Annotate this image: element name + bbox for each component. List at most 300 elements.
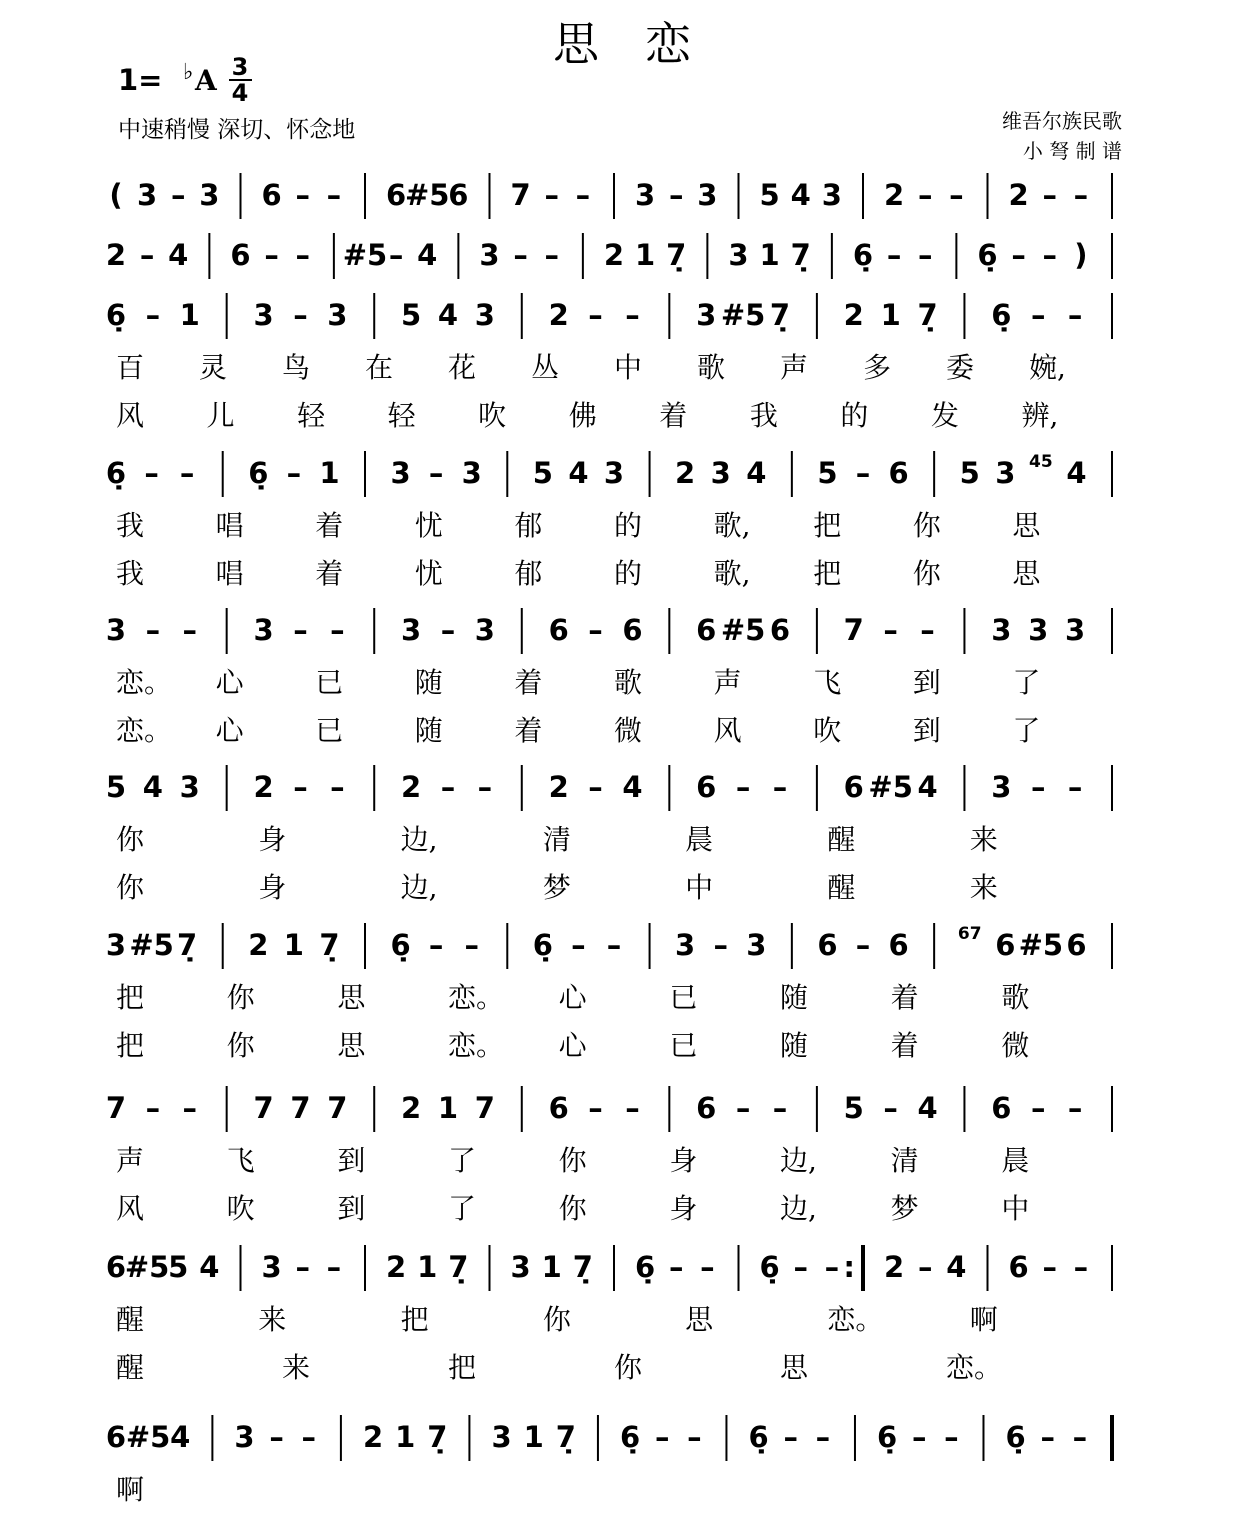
note: ( [109,178,123,212]
lyric-word: 清 [890,1144,919,1177]
note: – [286,456,302,490]
note: 3 [675,928,696,962]
note: 2 [884,178,905,212]
note: 2 [253,770,274,804]
lyric-word: 思 [685,1303,714,1336]
note: 4 [917,770,938,804]
note: – [293,770,308,804]
lyric-word: 声 [713,666,742,699]
note: – [139,238,155,272]
lyric-word: 随 [414,666,443,699]
note: 6̣ [105,298,127,332]
note: 6̣ [532,928,553,962]
note: #5 [868,770,913,804]
song-title: 思 恋 [553,17,691,71]
lyric-word: 花 [448,351,477,384]
note: 3 [137,178,158,212]
lyric-word: 我 [116,509,145,542]
lyric-word: 歌 [614,666,643,699]
lyric-word: 随 [414,714,443,747]
note: 3 [474,613,495,647]
note: 7̣ [769,298,791,332]
note: 6 [1066,928,1087,962]
credit-origin: 维吾尔族民歌 [1002,109,1122,133]
lyric-word: 身 [669,1144,698,1177]
note: – [918,238,933,272]
note: 6 [1008,1250,1029,1284]
lyric-word: 郁 [514,509,543,542]
note: – [735,1091,751,1125]
note: – [669,1250,684,1284]
note: – [145,298,161,332]
note: – [571,928,586,962]
note: 3 [474,298,495,332]
note: 6̣ [748,1420,769,1454]
system-9 [106,1245,1112,1384]
lyric-word: 着 [514,666,543,699]
note: – [330,770,345,804]
lyric-word: 到 [337,1192,366,1225]
lyric-word: 恋。 [448,1029,505,1062]
lyric-word: 着 [890,981,919,1014]
lyric-word: 忧 [414,557,443,590]
lyric-word: 身 [258,823,287,856]
lyric-word: 的 [614,509,643,542]
note: – [735,770,751,804]
lyric-word: 风 [713,714,742,747]
note: 5 [959,456,980,490]
note: 2 [1008,178,1029,212]
note: #5 [125,1420,171,1454]
lyric-word: 把 [448,1351,477,1384]
note: 3 [635,178,656,212]
lyric-word: 歌 [1001,981,1030,1014]
note: 6 [622,613,643,647]
note: – [669,178,684,212]
note: 6 [817,928,838,962]
note: 3 [991,770,1012,804]
note: 2 [401,770,422,804]
system-10 [106,1415,1112,1506]
lyric-word: 心 [558,1029,587,1062]
note: – [326,178,342,212]
note: 5 [105,770,127,804]
lyric-word: 思 [1012,509,1041,542]
note: 2 [362,1420,384,1454]
note: 3 [821,178,842,212]
lyric-word: 你 [116,823,145,856]
note: 2 [401,1091,422,1125]
flat-sign: ♭ [183,60,194,85]
lyric-word: 你 [226,1029,255,1062]
credit-arranger: 小 弩 制 谱 [1022,139,1122,163]
note: – [428,456,444,490]
note: 7̣ [448,1250,469,1284]
lyric-word: 多 [863,351,892,384]
note: 3 [696,298,717,332]
note: – [1040,1420,1055,1454]
repeat-sign: : [843,1250,855,1284]
note: 2 [675,456,696,490]
note: 4 [746,456,767,490]
note: 6 [261,178,282,212]
time-bottom: 4 [231,79,249,107]
system-1 [109,173,1112,219]
lyric-word: 心 [558,981,587,1014]
note: – [182,613,198,647]
note: – [687,1420,702,1454]
note: – [783,1420,798,1454]
note: 6 [843,770,864,804]
lyric-word: 着 [514,714,543,747]
note: 6 [888,928,909,962]
note: – [1042,1250,1057,1284]
lyric-word: 恋。 [448,981,505,1014]
note: 7̣ [666,238,687,272]
note: 3 [479,238,500,272]
note: 2 [603,238,625,272]
note: 1 [179,298,200,332]
note: – [1067,770,1083,804]
note: 4 [946,1250,967,1284]
note: 1 [319,456,340,490]
lyric-word: 飞 [226,1144,255,1177]
system-4 [106,451,1112,590]
note: 7̣ [790,238,811,272]
note: 4 [917,1091,938,1125]
note: 3 [995,456,1016,490]
lyric-word: 醒 [827,823,856,856]
note: – [911,1420,927,1454]
note: – [544,178,559,212]
note: 5 [759,178,780,212]
key-signature [118,53,252,107]
note: 3 [746,928,767,962]
note: 3 [603,456,625,490]
note: – [544,238,559,272]
lyric-word: 的 [614,557,643,590]
note: – [824,1250,840,1284]
lyric-word: 到 [912,714,941,747]
note: 4 [417,238,438,272]
note: – [713,928,728,962]
lyric-word: 唱 [215,509,244,542]
note: – [883,1091,898,1125]
note: – [182,1091,198,1125]
lyric-word: 的 [840,399,869,432]
note: 1 [283,928,304,962]
system-8 [106,1086,1112,1225]
note: 6̣ [991,298,1012,332]
note: 3 [390,456,411,490]
note: 3 [1028,613,1049,647]
lyric-word: 把 [116,981,145,1014]
lyric-word: 醒 [116,1351,145,1384]
lyric-word: 你 [614,1351,643,1384]
note: – [700,1250,715,1284]
system-2 [106,233,1112,279]
note: – [793,1250,808,1284]
lyric-word: 鸟 [282,351,311,384]
note: 6̣ [390,928,411,962]
lyric-word: 灵 [199,351,228,384]
lyric-word: 边, [400,871,438,904]
note: 6̣ [1005,1420,1026,1454]
note: 7 [290,1091,311,1125]
note: – [1011,238,1026,272]
lyric-word: 歌 [697,351,726,384]
note: – [293,298,308,332]
note: – [1042,178,1057,212]
lyric-word: 微 [1001,1029,1030,1062]
lyric-word: 我 [116,557,145,590]
note: 3 [991,613,1012,647]
note: 3 [179,770,200,804]
note: 6 [230,238,251,272]
note: 6 [105,1250,127,1284]
lyric-word: 佛 [568,399,597,432]
note: – [1067,1091,1083,1125]
note: 6̣ [877,1420,898,1454]
note: – [1042,238,1057,272]
note: 45 [1029,452,1053,472]
note: 1 [759,238,780,272]
note: #5 [720,298,766,332]
lyric-word: 恋。 [116,714,173,747]
lyric-word: 中 [1001,1192,1030,1225]
note: – [269,1420,284,1454]
lyric-word: 已 [669,1029,698,1062]
note: 3 [510,1250,531,1284]
note: – [606,928,622,962]
note: – [464,928,479,962]
note: – [179,456,195,490]
note: 7 [327,1091,348,1125]
lyric-word: 轻 [297,399,326,432]
lyric-word: 中 [614,351,643,384]
lyric-word: 梦 [542,871,571,904]
lyric-word: 边, [400,823,438,856]
system-3 [106,293,1112,432]
lyric-word: 来 [969,871,998,904]
note: – [1067,298,1083,332]
note: #5 [342,238,388,272]
note: – [920,613,935,647]
lyric-word: 到 [337,1144,366,1177]
note: 4 [1066,456,1087,490]
note: 1 [437,1091,459,1125]
lyric-word: 醒 [827,871,856,904]
note: – [918,1250,933,1284]
note: 6̣ [635,1250,656,1284]
note: 6 [448,178,469,212]
note: 5 [532,456,553,490]
lyric-word: 在 [365,351,394,384]
note: 6 [548,1091,569,1125]
lyric-word: 醒 [116,1303,145,1336]
lyric-word: 百 [116,351,145,384]
note: – [293,613,308,647]
note: 7 [474,1091,495,1125]
note: 4 [437,298,459,332]
note: – [145,613,161,647]
lyric-word: 已 [315,666,344,699]
lyric-word: 风 [116,1192,145,1225]
note: 3 [461,456,482,490]
note: 6̣ [105,456,127,490]
note: 3 [199,178,220,212]
note: 3 [1065,613,1086,647]
note: 6 [696,613,717,647]
lyric-word: 吹 [226,1192,255,1225]
note: – [588,298,603,332]
lyric-word: 着 [315,509,344,542]
note: – [1030,1091,1046,1125]
lyric-word: 晨 [685,823,714,856]
note: 6 [386,178,407,212]
note: 6 [105,1420,127,1454]
note: 3 [697,178,718,212]
note: 3 [105,613,127,647]
lyric-word: 来 [282,1351,311,1384]
lyric-word: 微 [614,714,643,747]
note: 7̣ [917,298,938,332]
lyric-word: 梦 [890,1192,919,1225]
lyric-word: 你 [226,981,255,1014]
lyric-word: 把 [400,1303,429,1336]
note: 6 [548,613,569,647]
lyric-word: 着 [659,399,688,432]
note: – [575,178,591,212]
note: 5 [843,1091,864,1125]
lyric-word: 飞 [813,666,842,699]
note: 5 [401,298,422,332]
note: 4 [199,1250,220,1284]
note: – [295,1250,310,1284]
note: 7̣ [427,1420,448,1454]
note: – [1030,770,1046,804]
note: – [944,1420,959,1454]
note: 6 [995,928,1016,962]
lyric-word: 发 [930,399,959,432]
note: 3 [261,1250,282,1284]
lyric-word: 随 [780,1029,809,1062]
lyric-word: 忧 [414,509,443,542]
system-6 [106,765,1112,904]
lyric-word: 你 [542,1303,571,1336]
note: 1 [880,298,901,332]
lyric-word: 心 [215,666,244,699]
note: 4 [568,456,589,490]
lyric-word: 中 [685,871,714,904]
note: 4 [622,770,643,804]
note: 6̣ [248,456,269,490]
lyric-word: 边, [780,1192,817,1225]
system-7 [106,923,1112,1062]
note: 1 [523,1420,544,1454]
note: – [330,613,345,647]
music-systems [106,173,1112,1506]
note: – [588,770,603,804]
note: 4 [168,238,189,272]
note: 1 [541,1250,562,1284]
note: 2 [248,928,269,962]
note: – [588,1091,603,1125]
note: – [772,770,788,804]
note: – [1072,1420,1088,1454]
note: #5 [1018,928,1064,962]
lyric-word: 着 [315,557,344,590]
lyric-word: 已 [669,981,698,1014]
lyric-word: 啊 [969,1303,998,1336]
time-top: 3 [231,53,249,81]
lyric-word: 清 [542,823,571,856]
lyric-word: 边, [780,1144,817,1177]
note: 67 [957,924,982,944]
lyric-word: 身 [669,1192,698,1225]
note: 6 [991,1091,1012,1125]
note: 6 [696,770,717,804]
lyric-word: 恋。 [116,666,173,699]
note: 2 [105,238,127,272]
note: – [883,613,898,647]
note: – [326,1250,342,1284]
note: – [301,1420,317,1454]
lyric-word: 你 [116,871,145,904]
note: 3 [327,298,348,332]
lyric-word: 着 [890,1029,919,1062]
note: – [295,238,310,272]
lyric-word: 我 [749,399,778,432]
lyric-word: 心 [215,714,244,747]
lyric-word: 你 [558,1144,587,1177]
note: 2 [548,770,569,804]
note: – [477,770,493,804]
note: 7 [843,613,864,647]
lyric-word: 到 [912,666,941,699]
note: – [1030,298,1046,332]
tempo-marking: 中速稍慢 深切、怀念地 [118,117,356,143]
note: 1 [635,238,656,272]
note: 5 [168,1250,189,1284]
lyric-word: 了 [1012,666,1041,699]
note: – [440,770,456,804]
note: 6 [888,456,909,490]
note: 2 [843,298,864,332]
lyric-word: 思 [337,981,366,1014]
lyric-word: 风 [116,399,145,432]
note: 3 [253,613,274,647]
lyric-word: 吹 [478,399,507,432]
note: 7̣ [319,928,340,962]
note: 6̣ [977,238,998,272]
note: #5 [129,928,174,962]
note: 3 [105,928,127,962]
note: – [949,178,964,212]
lyric-word: 辨, [1021,399,1059,432]
note: – [144,456,159,490]
lyric-word: 婉, [1029,351,1066,384]
lyric-word: 思 [780,1351,809,1384]
note: 4 [142,770,163,804]
note: 4 [790,178,811,212]
note: 3 [728,238,749,272]
note: – [815,1420,831,1454]
lyric-word: 把 [116,1029,145,1062]
lyric-word: 随 [780,981,809,1014]
lyric-word: 把 [813,557,842,590]
note: 3 [491,1420,512,1454]
